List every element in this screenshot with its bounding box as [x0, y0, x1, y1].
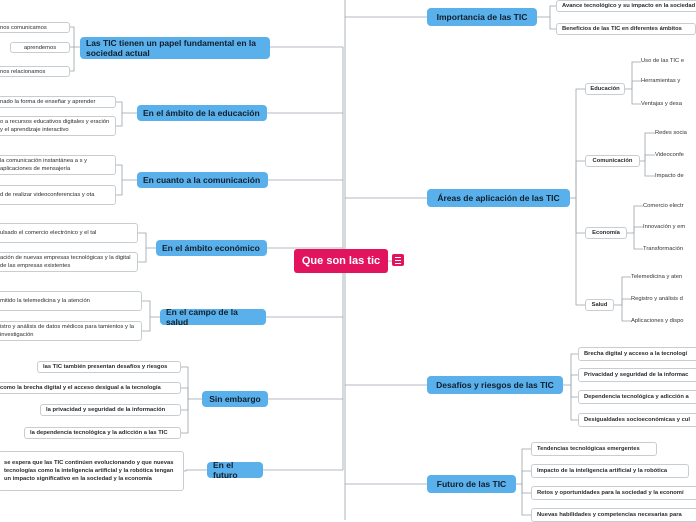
- leaf-comunicacion-2[interactable]: Videoconfe: [655, 152, 684, 158]
- subtopic-comunicacion-1[interactable]: la comunicación instantánea a s y aplicaciones de mensajería: [0, 155, 116, 175]
- subtopic-salud-1[interactable]: mitido la telemedicina y la atención: [0, 291, 142, 311]
- subtopic-educacion[interactable]: Educación: [585, 83, 625, 95]
- leaf-comunicacion-3[interactable]: Impacto de: [655, 173, 684, 179]
- leaf-educacion-1[interactable]: Uso de las TIC e: [641, 58, 685, 64]
- subtopic-nos-comunicamos[interactable]: nos comunicamos: [0, 22, 70, 33]
- leaf-educacion-2[interactable]: Herramientas y: [641, 78, 681, 84]
- topic-en-el-futuro[interactable]: En el futuro: [207, 462, 263, 478]
- topic-tic-papel-fundamental[interactable]: Las TIC tienen un papel fundamental en la sociedad actual: [80, 37, 270, 59]
- topic-salud[interactable]: En el campo de la salud: [160, 309, 266, 325]
- leaf-salud-1[interactable]: Telemedicina y aten: [631, 274, 683, 280]
- subtopic-economico-1[interactable]: ulsado el comercio electrónico y el tal: [0, 223, 138, 243]
- topic-educacion[interactable]: En el ámbito de la educación: [137, 105, 267, 121]
- leaf-economia-2[interactable]: Innovación y em: [643, 224, 686, 230]
- leaf-salud-3[interactable]: Aplicaciones y dispo: [631, 318, 684, 324]
- subtopic-brecha[interactable]: como la brecha digital y el acceso desigual a la tecnología: [0, 382, 181, 394]
- subtopic-dependencia-tecnologica[interactable]: Dependencia tecnológica y adicción a: [578, 390, 696, 404]
- subtopic-impacto-ia[interactable]: Impacto de la inteligencia artificial y la robótica: [531, 464, 689, 478]
- subtopic-tendencias[interactable]: Tendencias tecnológicas emergentes: [531, 442, 657, 456]
- topic-desafios-riesgos[interactable]: Desafíos y riesgos de las TIC: [427, 376, 563, 394]
- subtopic-habilidades[interactable]: Nuevas habilidades y competencias necesarias para: [531, 508, 696, 522]
- central-topic[interactable]: Que son las tic: [294, 249, 388, 273]
- leaf-economia-1[interactable]: Comercio electr: [643, 203, 684, 209]
- subtopic-privacidad-seguridad[interactable]: Privacidad y seguridad de la informac: [578, 368, 696, 382]
- subtopic-economico-2[interactable]: ación de nuevas empresas tecnológicas y la digital de las empresas existentes: [0, 252, 138, 272]
- subtopic-economia[interactable]: Economía: [585, 227, 627, 239]
- subtopic-salud-2[interactable]: istro y análisis de datos médicos para tamientos y la investigación: [0, 321, 142, 341]
- subtopic-desigualdades[interactable]: Desigualdades socioeconómicas y cul: [578, 413, 696, 427]
- topic-economico[interactable]: En el ámbito económico: [156, 240, 267, 256]
- subtopic-avance[interactable]: Avance tecnológico y su impacto en la sociedad: [556, 0, 696, 12]
- topic-comunicacion[interactable]: En cuanto a la comunicación: [137, 172, 268, 188]
- subtopic-aprendemos[interactable]: aprendemos: [10, 42, 70, 53]
- subtopic-salud[interactable]: Salud: [585, 299, 614, 311]
- subtopic-comunicacion-2[interactable]: d de realizar videoconferencias y ota: [0, 185, 116, 205]
- subtopic-dependencia[interactable]: la dependencia tecnológica y la adicción a las TIC: [24, 427, 181, 439]
- leaf-economia-3[interactable]: Transformación: [643, 246, 684, 252]
- subtopic-privacidad[interactable]: la privacidad y seguridad de la información: [40, 404, 181, 416]
- leaf-comunicacion-1[interactable]: Redes socia: [655, 130, 687, 136]
- subtopic-beneficios[interactable]: Beneficios de las TIC en diferentes ámbitos: [556, 23, 696, 35]
- subtopic-brecha-digital[interactable]: Brecha digital y acceso a la tecnologí: [578, 347, 696, 361]
- leaf-educacion-3[interactable]: Ventajas y desa: [641, 101, 682, 107]
- subtopic-retos[interactable]: Retos y oportunidades para la sociedad y la economí: [531, 486, 696, 500]
- topic-importancia[interactable]: Importancia de las TIC: [427, 8, 537, 26]
- topic-futuro-tic[interactable]: Futuro de las TIC: [427, 475, 516, 493]
- leaf-salud-2[interactable]: Registro y análisis d: [631, 296, 683, 302]
- subtopic-futuro[interactable]: se espera que las TIC continúen evolucionando y que nuevas tecnologías como la inteligencia artificial y la robótica tengan un impacto significativo en la sociedad y la economía: [0, 451, 184, 491]
- subtopic-comunicacion[interactable]: Comunicación: [585, 155, 640, 167]
- topic-areas-aplicacion[interactable]: Áreas de aplicación de las TIC: [427, 189, 570, 207]
- subtopic-desafios[interactable]: las TIC también presentan desafíos y riesgos: [37, 361, 181, 373]
- topic-sin-embargo[interactable]: Sin embargo: [202, 391, 268, 407]
- notes-icon[interactable]: [392, 254, 404, 266]
- subtopic-educacion-2[interactable]: o a recursos educativos digitales y eración y el aprendizaje interactivo: [0, 116, 116, 136]
- subtopic-nos-relacionamos[interactable]: nos relacionamos: [0, 66, 70, 77]
- subtopic-educacion-1[interactable]: nado la forma de enseñar y aprender: [0, 96, 116, 108]
